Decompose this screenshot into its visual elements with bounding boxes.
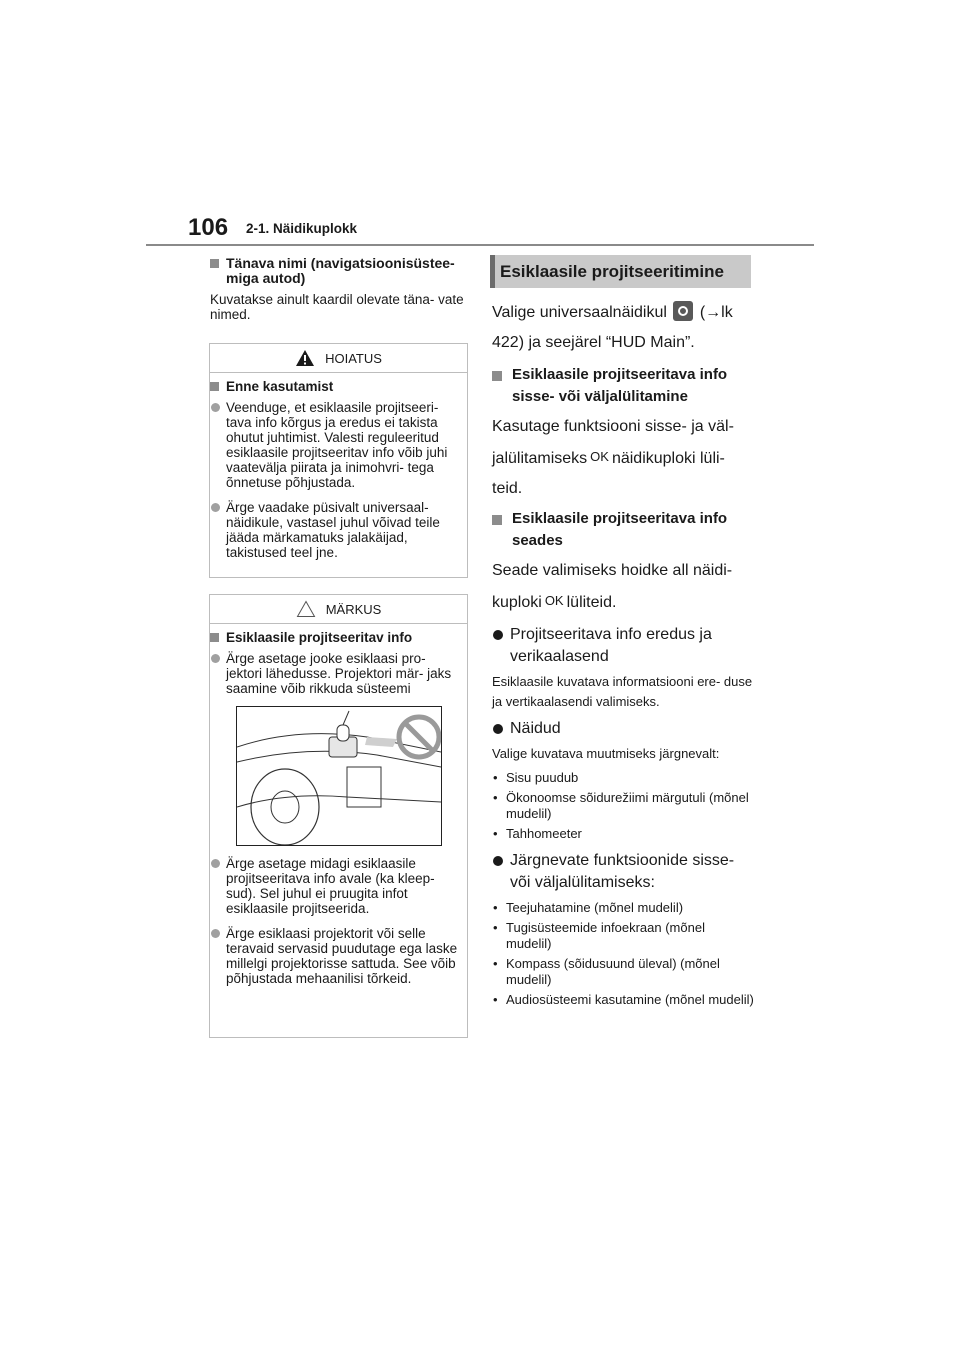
street-name-heading: Tänava nimi (navigatsioonisüstee- miga autod)	[210, 256, 470, 286]
warning-item-2: Ärge vaadake püsivalt universaal- näidikule, vastasel juhul võivad teile jääda märkamatuks jalakäijad, takistused teel jne.	[210, 500, 467, 560]
intro-line-1: Valige universaalnäidikul (→lk	[492, 300, 754, 326]
section-heading-bar: Esiklaasile projitseeritimine	[490, 255, 751, 288]
intro-line-2: 422) ja seejärel “HUD Main”.	[492, 334, 695, 351]
street-name-text: Kuvatakse ainult kaardil olevate täna- vate nimed.	[210, 292, 464, 322]
notice-item-1: Ärge asetage jooke esiklaasi pro- jektori lähedusse. Projektori mär- jaks saamine võib rikkuda süsteemi	[210, 651, 467, 696]
notice-title: MÄRKUS	[325, 601, 382, 617]
warning-title: HOIATUS	[325, 350, 382, 366]
onoff-text-2: jalülitamiseks OK näidikuploki lüli-	[492, 444, 754, 472]
function-option: • Teejuhatamine (mõnel mudelil)	[492, 900, 754, 916]
gear-icon	[673, 301, 693, 321]
chapter-title: 2-1. Näidikuplokk	[246, 221, 358, 236]
brightness-item: Projitseeritava info eredus ja verikaalasend	[492, 624, 754, 668]
notice-box	[209, 594, 468, 1038]
functions-item: Järgnevate funktsioonide sisse- või väljalülitamiseks:	[492, 850, 754, 894]
page-number: 106	[188, 214, 229, 241]
display-text: Valige kuvatava muutmiseks järgnevalt:	[492, 746, 720, 761]
ok-switch-icon: OK	[544, 593, 564, 608]
onoff-text-1: Kasutage funktsiooni sisse- ja väl-	[492, 418, 734, 435]
warning-item-1: Veenduge, et esiklaasile projitseeri- tava info kõrgus ja eredus ei takista ohutut juhtimist. Valesti reguleeritud esiklaasile projitseeritav info võib juhi vaatevälja piirata ja inimohvri- tega õnnetuse põhjustada.	[210, 400, 467, 490]
onoff-heading: Esiklaasile projitseeritava info sisse- või väljalülitamine	[492, 364, 754, 408]
caution-outline-icon	[296, 600, 316, 618]
function-option: • Tugisüsteemide infoekraan (mõnel mudelil)	[492, 920, 754, 952]
warning-box	[209, 343, 468, 578]
display-item: Näidud	[492, 718, 754, 740]
display-option: • Sisu puudub	[492, 770, 754, 786]
settings-heading: Esiklaasile projitseeritava info seades	[492, 508, 754, 552]
warning-header	[210, 344, 467, 373]
notice-subheading: Esiklaasile projitseeritav info	[210, 630, 467, 645]
warning-icon	[295, 349, 315, 367]
brightness-text: Esiklaasile kuvatava informatsiooni ere- duse ja vertikaalasendi valimiseks.	[492, 674, 753, 709]
header-rule	[146, 244, 814, 246]
warning-subheading: Enne kasutamist	[210, 379, 467, 394]
display-option: • Tahhomeeter	[492, 826, 754, 842]
function-option: • Kompass (sõidusuund üleval) (mõnel mudelil)	[492, 956, 754, 988]
projector-illustration	[236, 706, 442, 846]
function-option: • Audiosüsteemi kasutamine (mõnel mudelil)	[492, 992, 754, 1008]
right-column	[492, 300, 754, 1008]
display-option: • Ökonoomse sõidurežiimi märgutuli (mõnel mudelil)	[492, 790, 754, 822]
ok-switch-icon: OK	[590, 449, 609, 464]
left-column	[210, 256, 470, 322]
onoff-text-3: teid.	[492, 480, 523, 497]
notice-item-2: Ärge asetage midagi esiklaasile projitseeritava info avale (ka kleep- sud). Sel juhul ei pruugita infot esiklaasile projitseerida.	[210, 856, 467, 916]
settings-text-2: kuploki OK lüliteid.	[492, 588, 754, 616]
notice-header	[210, 595, 467, 624]
notice-item-3: Ärge esiklaasi projektorit või selle teravaid servasid puudutage ega laske millelgi projektorisse sattuda. See võib põhjustada mehaanilisi tõrkeid.	[210, 926, 467, 986]
settings-text-1: Seade valimiseks hoidke all näidi-	[492, 562, 733, 579]
